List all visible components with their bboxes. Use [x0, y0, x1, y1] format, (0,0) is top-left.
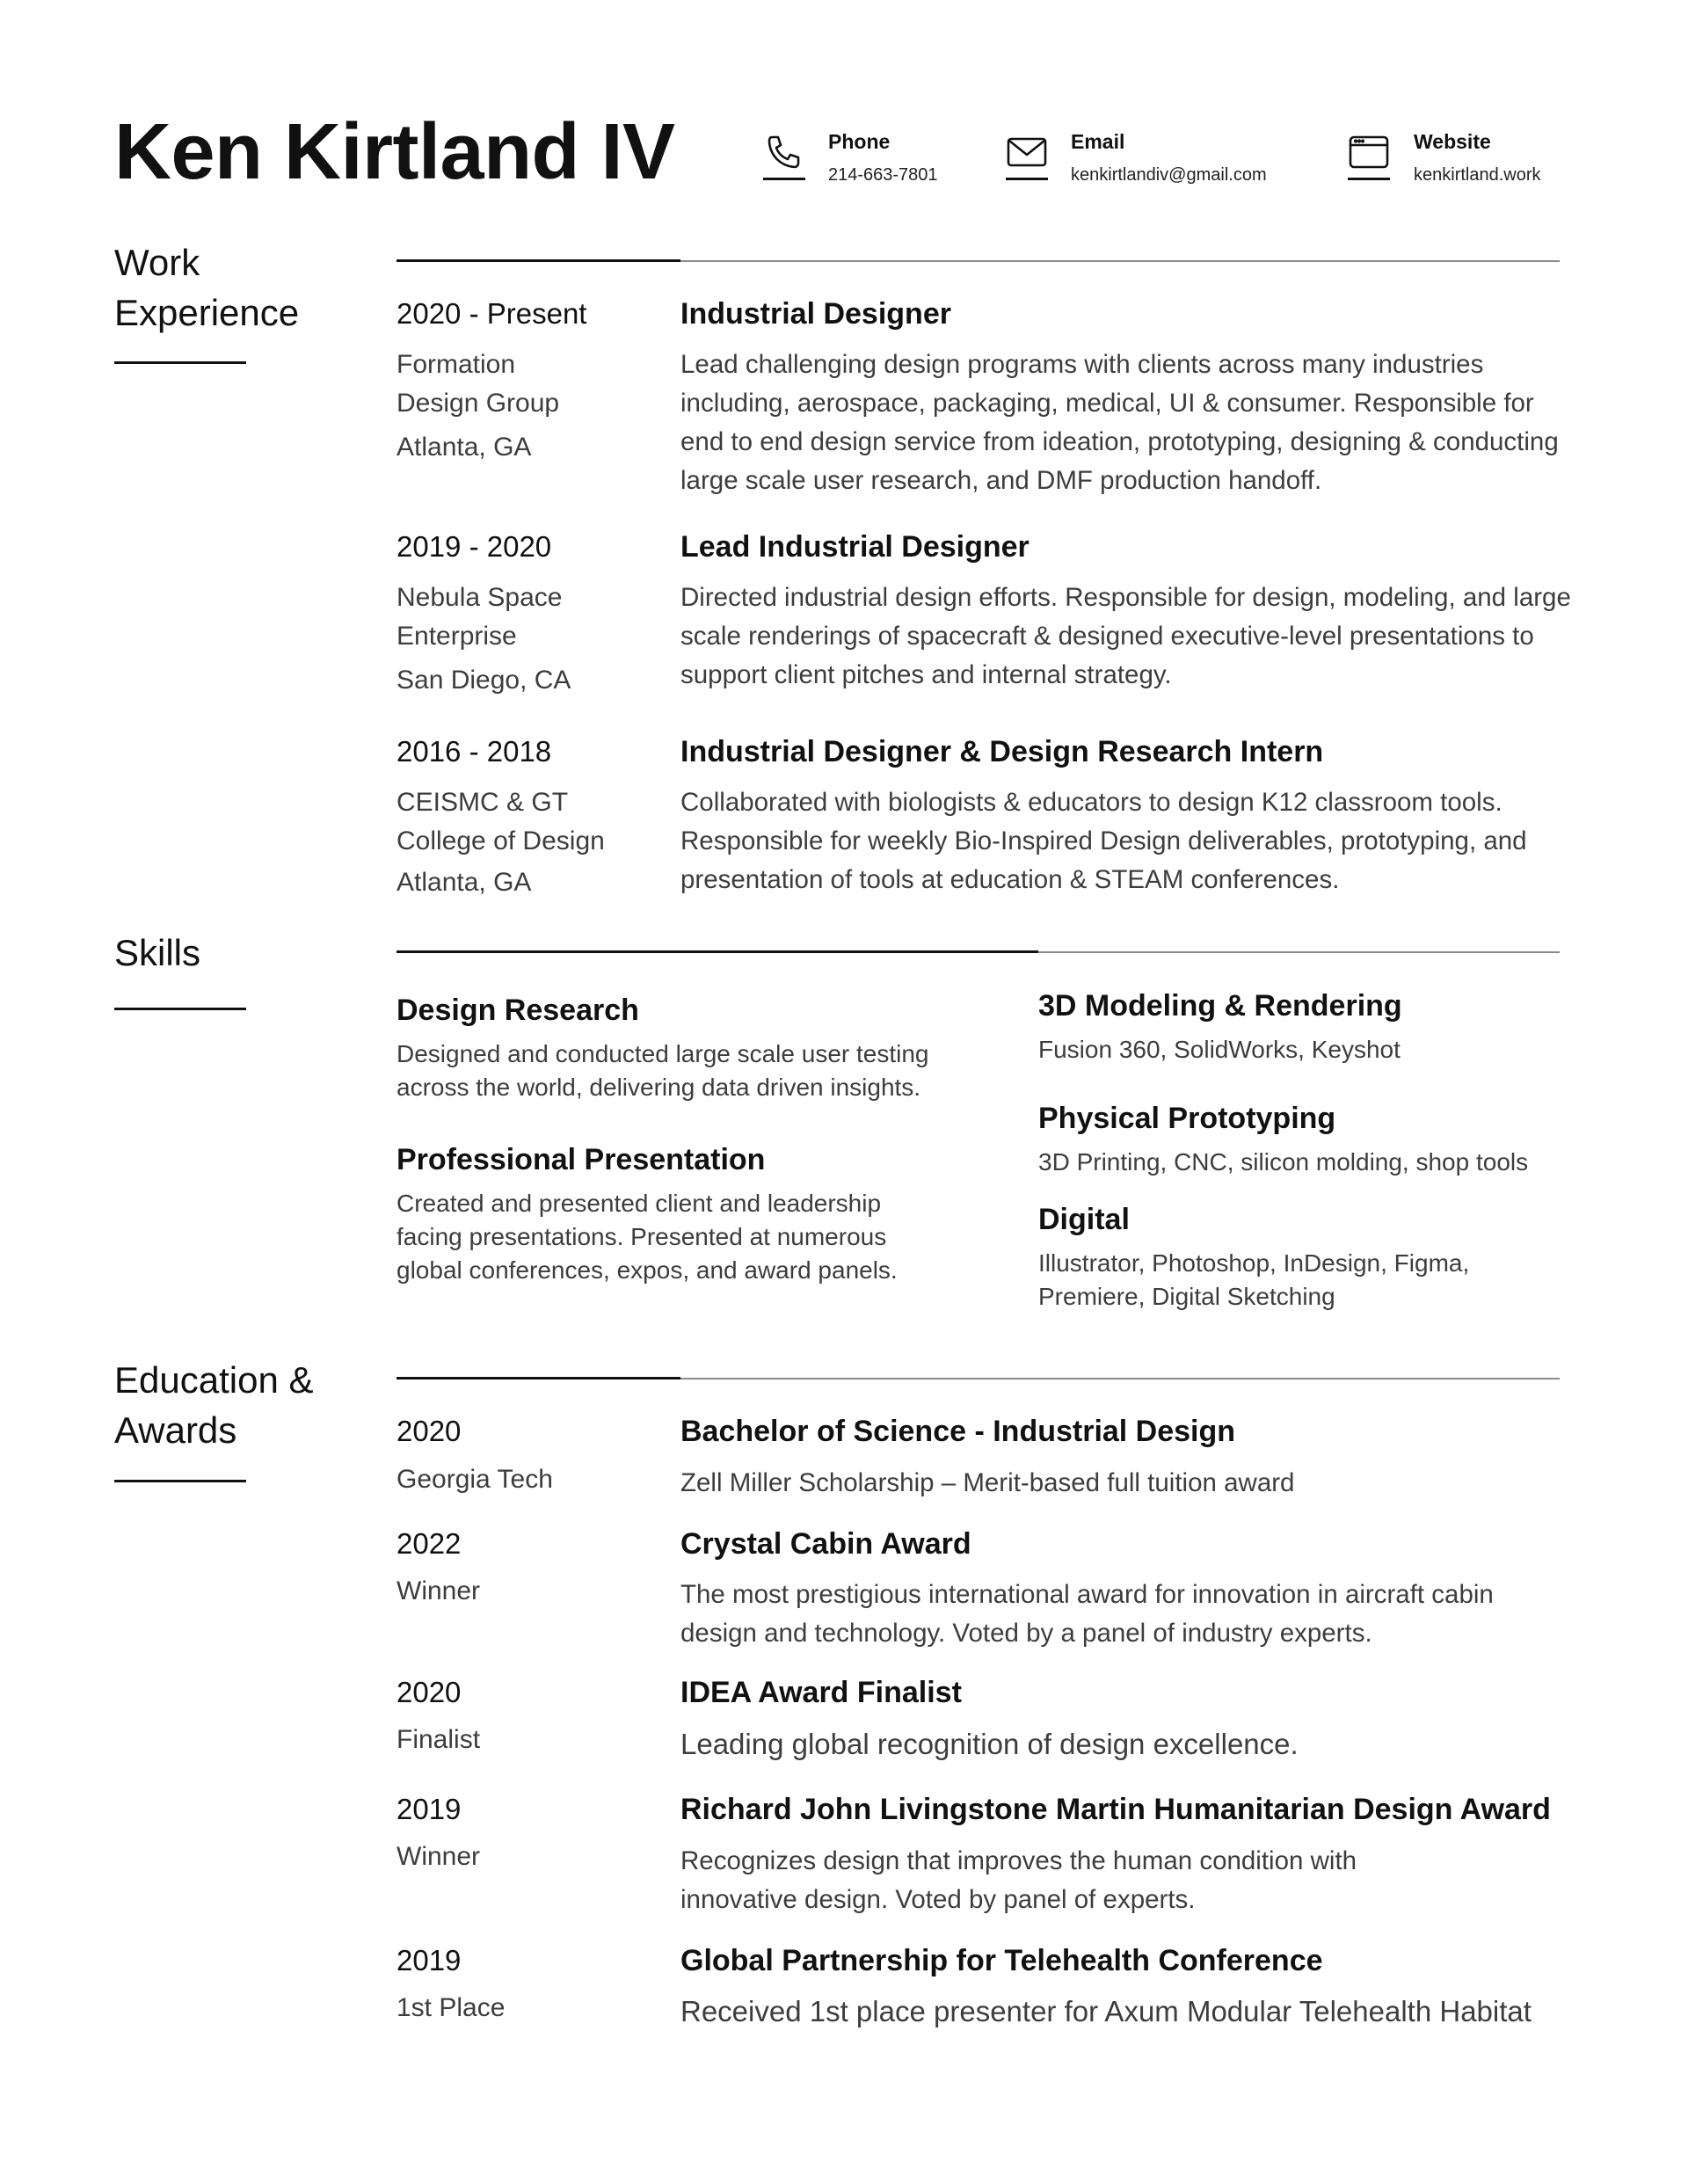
skill-title: Physical Prototyping [1038, 1102, 1336, 1135]
phone-icon [763, 132, 805, 174]
award-title: Crystal Cabin Award [680, 1527, 971, 1561]
job-location: Atlanta, GA [397, 433, 532, 462]
award-description: Received 1st place presenter for Axum Modular Telehealth Habitat [680, 1995, 1532, 2027]
email-value[interactable]: kenkirtlandiv@gmail.com [1071, 165, 1267, 185]
skills-heading: Skills [114, 932, 201, 973]
award-status: 1st Place [397, 1993, 506, 2022]
job-description: Directed industrial design efforts. Responsible for design, modeling, and large scale renderings of spacecraft & designed executive-level presentations to support client pitches and internal strategy. [680, 583, 1571, 689]
education-heading-line2: Awards [114, 1409, 237, 1451]
award-year: 2020 [397, 1676, 462, 1708]
education-title: Bachelor of Science - Industrial Design [680, 1415, 1236, 1448]
browser-window-icon [1348, 132, 1390, 174]
skill-description: Illustrator, Photoshop, InDesign, Figma, Premiere, Digital Sketching [1038, 1249, 1470, 1310]
skill-description: Fusion 360, SolidWorks, Keyshot [1038, 1036, 1401, 1063]
job-organization-line2: Design Group [397, 389, 560, 418]
job-organization [397, 346, 660, 423]
skills-divider-accent [397, 950, 1038, 953]
job-location: San Diego, CA [397, 666, 571, 695]
job-dates: 2019 - 2020 [397, 530, 552, 563]
award-description: Recognizes design that improves the human condition with innovative design. Voted by panel of experts. [680, 1846, 1357, 1914]
education-subtitle: Georgia Tech [397, 1465, 553, 1494]
job-role: Lead Industrial Designer [680, 530, 1030, 564]
job-organization-line2: College of Design [397, 826, 605, 855]
education-divider-accent [397, 1377, 680, 1380]
skill-title: Digital [1038, 1203, 1130, 1236]
skill-description: Created and presented client and leadership facing presentations. Presented at numerous global conferences, expos, and award panels. [397, 1190, 898, 1284]
education-heading-underline [114, 1480, 246, 1482]
award-year: 2019 [397, 1944, 462, 1977]
award-status: Winner [397, 1842, 481, 1871]
phone-value[interactable]: 214-663-7801 [828, 165, 938, 185]
job-organization [397, 579, 660, 656]
award-description: Leading global recognition of design excellence. [680, 1728, 1299, 1760]
skill-description: Designed and conducted large scale user testing across the world, delivering data driven insights. [397, 1040, 929, 1101]
phone-underline [763, 178, 805, 180]
job-organization-line1: Nebula Space [397, 583, 563, 612]
skill-title: 3D Modeling & Rendering [1038, 989, 1402, 1023]
resume-name: Ken Kirtland IV [114, 108, 675, 196]
skill-title: Design Research [397, 994, 639, 1027]
award-year: 2019 [397, 1793, 462, 1825]
job-location: Atlanta, GA [397, 868, 532, 897]
education-heading-line1: Education & [114, 1359, 314, 1401]
award-description: The most prestigious international award for innovation in aircraft cabin design and technology. Voted by a panel of industry experts. [680, 1580, 1494, 1648]
work-heading-line2: Experience [114, 292, 300, 333]
job-organization [397, 783, 660, 861]
job-description: Lead challenging design programs with clients across many industries including, aerospace, packaging, medical, UI & consumer. Responsible for end to end design service from ideation, prototyping, designing & conducting large scale user research, and DMF production handoff. [680, 350, 1559, 495]
job-role: Industrial Designer & Design Research Intern [680, 735, 1324, 768]
work-experience-heading [114, 237, 299, 338]
website-label: Website [1414, 130, 1491, 153]
job-organization-line1: CEISMC & GT [397, 788, 569, 817]
award-title: Global Partnership for Telehealth Conference [680, 1944, 1323, 1977]
award-year: 2022 [397, 1527, 462, 1560]
work-divider-accent [397, 259, 680, 262]
job-description: Collaborated with biologists & educators to design K12 classroom tools. Responsible for weekly Bio-Inspired Design deliverables, prototyping, and presentation of tools at education & STEAM conferences. [680, 788, 1527, 894]
website-value[interactable]: kenkirtland.work [1414, 165, 1541, 185]
award-status: Winner [397, 1576, 481, 1605]
education-year: 2020 [397, 1415, 462, 1447]
work-heading-underline [114, 361, 246, 364]
job-dates: 2016 - 2018 [397, 735, 552, 768]
skills-heading-underline [114, 1008, 246, 1010]
skill-title: Professional Presentation [397, 1143, 766, 1176]
email-label: Email [1071, 130, 1125, 153]
education-description: Zell Miller Scholarship – Merit-based full tuition award [680, 1468, 1295, 1497]
email-underline [1006, 178, 1048, 180]
phone-label: Phone [828, 130, 891, 153]
award-title: IDEA Award Finalist [680, 1676, 962, 1709]
job-organization-line2: Enterprise [397, 622, 517, 651]
email-icon [1006, 132, 1048, 174]
education-awards-heading [114, 1355, 314, 1455]
job-dates: 2020 - Present [397, 297, 587, 330]
skill-description: 3D Printing, CNC, silicon molding, shop tools [1038, 1148, 1529, 1176]
job-role: Industrial Designer [680, 297, 951, 331]
work-heading-line1: Work [114, 242, 200, 283]
website-underline [1348, 178, 1390, 180]
award-status: Finalist [397, 1725, 481, 1754]
award-title: Richard John Livingstone Martin Humanitarian Design Award [680, 1793, 1551, 1826]
job-organization-line1: Formation [397, 350, 516, 379]
